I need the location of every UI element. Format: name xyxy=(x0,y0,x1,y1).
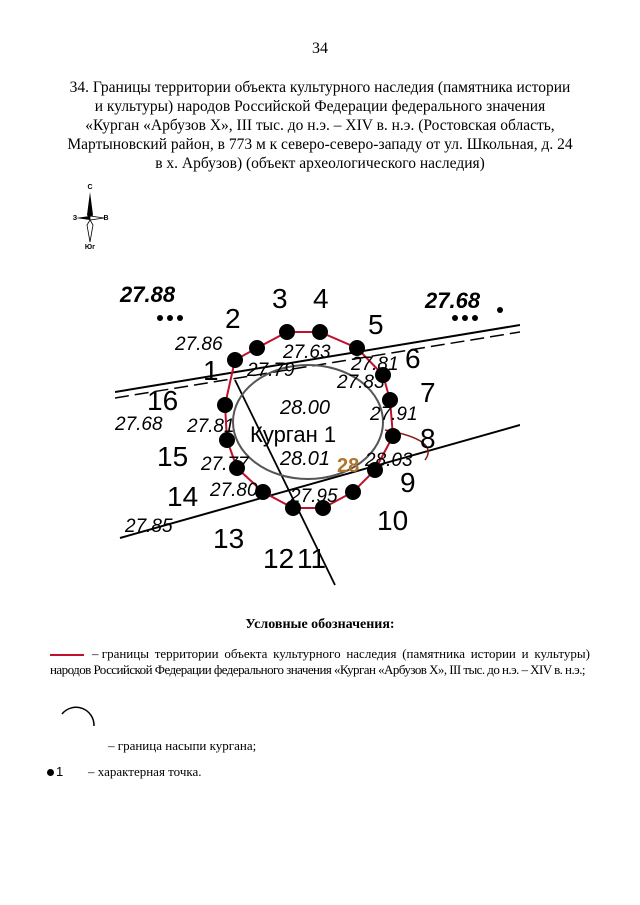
legend-boundary-entry xyxy=(50,646,590,678)
compass-south: Юг xyxy=(84,244,96,250)
elevation-label: 27.63 xyxy=(283,342,331,363)
point-number: 10 xyxy=(377,505,409,536)
legend-word: и xyxy=(521,646,529,661)
point-number: 5 xyxy=(368,309,384,340)
legend-word: культурного xyxy=(273,646,341,661)
compass-rose-icon xyxy=(70,180,110,250)
legend-boundary-line1 xyxy=(50,646,590,662)
elevation-label: 28.03 xyxy=(365,450,413,471)
boundary-line-symbol xyxy=(50,654,84,656)
point-number: 14 xyxy=(167,481,199,512)
elevation-label: 27.81 xyxy=(187,416,235,437)
elevation-label: 27.88 xyxy=(120,282,176,307)
title-line: Мартыновский район, в 773 м к северо-северо-западу от ул. Школьная, д. 24 xyxy=(67,136,573,153)
characteristic-point-number: 1 xyxy=(56,764,64,779)
elevation-label: 27.68 xyxy=(425,288,481,313)
title-line: и культуры) народов Российской Федерации федерального значения xyxy=(94,98,546,115)
elevation-label: 27.86 xyxy=(175,334,223,355)
point-number: 1 xyxy=(203,355,219,386)
elevation-label: 28.01 xyxy=(280,448,331,470)
legend-word: (памятника xyxy=(402,646,465,661)
compass-north: С xyxy=(87,184,93,191)
legend-word: территории xyxy=(154,646,219,661)
mound-label: Курган 1 xyxy=(250,422,337,447)
elevation-label: 27.85 xyxy=(125,516,173,537)
elevation-label: 27.80 xyxy=(210,480,258,501)
legend-word: объекта xyxy=(224,646,268,661)
point-number: 15 xyxy=(157,441,189,472)
elevation-label: 27.91 xyxy=(370,404,418,425)
legend-word: истории xyxy=(470,646,516,661)
legend-point-entry: – характерная точка. xyxy=(88,764,202,779)
page-number: 34 xyxy=(312,40,328,57)
elevation-label: 27.79 xyxy=(247,360,295,381)
compass-east: В xyxy=(103,215,109,222)
legend-word: культуры) xyxy=(534,646,590,661)
title-line: в х. Арбузов) (объект археологического наследия) xyxy=(155,155,485,172)
point-number: 2 xyxy=(225,303,241,334)
point-number: 7 xyxy=(420,377,436,408)
elevation-label: 27.95 xyxy=(290,486,338,507)
legend-mound-entry: – граница насыпи кургана; xyxy=(108,738,257,753)
legend-word: наследия xyxy=(346,646,397,661)
point-number: 6 xyxy=(405,343,421,374)
point-number: 3 xyxy=(272,283,288,314)
site-plan-map xyxy=(115,270,520,590)
elevation-label: 27.81 xyxy=(351,354,399,375)
legend-boundary-line2: народов Российской Федерации федерального значения «Курган «Арбузов Х», III тыс. до н.э. – XIV в. н.э.; xyxy=(50,662,585,677)
characteristic-point-symbol xyxy=(47,769,54,776)
elevation-label: 27.68 xyxy=(115,414,163,435)
elevation-label: 27.83 xyxy=(337,372,385,393)
point-number: 13 xyxy=(213,523,245,554)
point-number: 11 xyxy=(297,543,327,574)
point-number: 16 xyxy=(147,385,179,416)
point-number: 4 xyxy=(313,283,329,314)
elevation-label: 27.77 xyxy=(201,454,249,475)
point-number: 8 xyxy=(420,423,436,454)
document-title xyxy=(60,78,580,173)
point-number: 9 xyxy=(400,467,416,498)
legend-heading: Условные обозначения: xyxy=(245,617,395,632)
legend-word xyxy=(50,646,149,662)
title-line: 34. Границы территории объекта культурного наследия (памятника истории xyxy=(69,79,571,96)
legend-word-text: – границы xyxy=(92,646,149,661)
elevation-label: 28.00 xyxy=(280,397,331,419)
mound-boundary-symbol xyxy=(58,702,98,742)
compass-west: З xyxy=(72,215,78,222)
point-number: 12 xyxy=(263,543,295,574)
title-line: «Курган «Арбузов Х», III тыс. до н.э. – XIV в. н.э. (Ростовская область, xyxy=(85,117,555,134)
mound-center-label: 28 xyxy=(337,455,360,477)
